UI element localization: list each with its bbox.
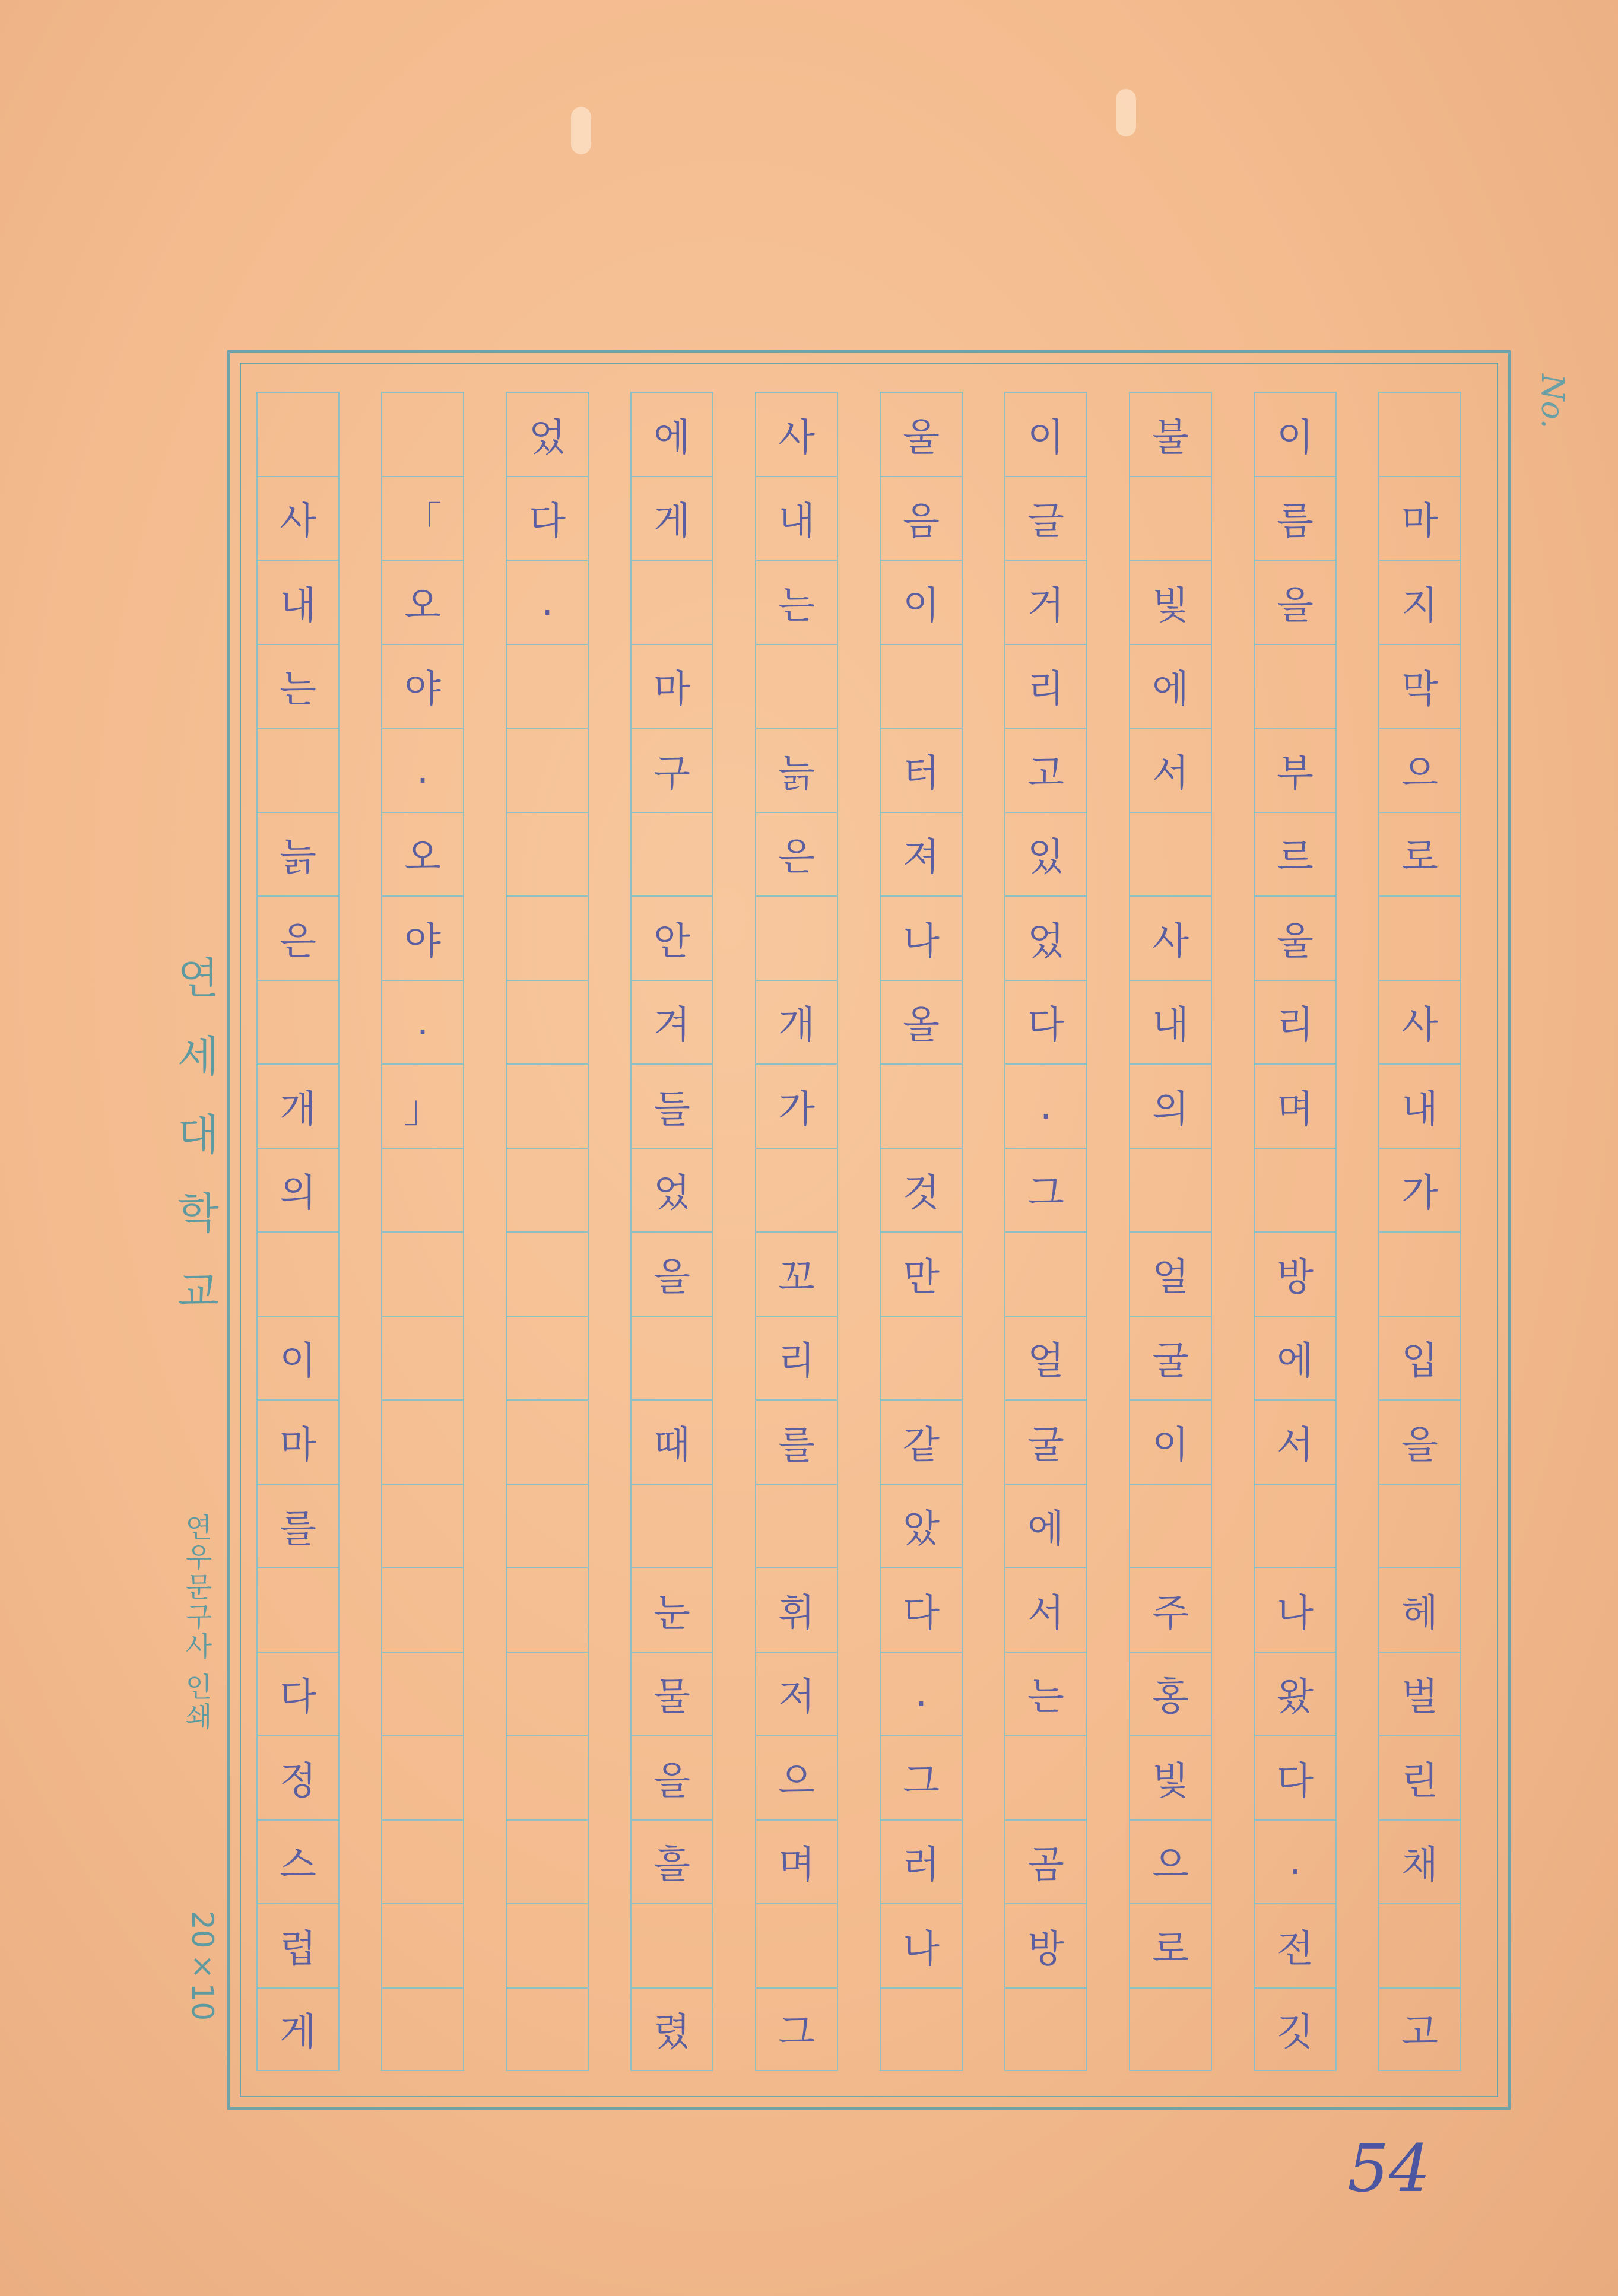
manuscript-cell (506, 1399, 589, 1484)
manuscript-column (381, 392, 464, 2071)
manuscript-cell: 었 (630, 1148, 713, 1232)
manuscript-column (755, 392, 838, 2071)
manuscript-cell: 서 (1254, 1399, 1337, 1484)
manuscript-cell: 들 (630, 1063, 713, 1148)
manuscript-cell: 르 (1254, 812, 1337, 896)
manuscript-cell (381, 1231, 464, 1316)
manuscript-cell: 굴 (1004, 1399, 1087, 1484)
manuscript-cell: 것 (880, 1148, 963, 1232)
manuscript-cell (755, 895, 838, 980)
manuscript-cell: 늙 (256, 812, 340, 896)
manuscript-cell: 글 (1004, 476, 1087, 560)
manuscript-cell: 있 (1004, 812, 1087, 896)
manuscript-cell (755, 1903, 838, 1987)
manuscript-cell: 다 (256, 1652, 340, 1736)
manuscript-cell: 거 (1004, 560, 1087, 644)
manuscript-cell: 나 (880, 1903, 963, 1987)
manuscript-cell (381, 1316, 464, 1400)
manuscript-cell (1254, 644, 1337, 728)
manuscript-cell: 내 (1129, 980, 1212, 1064)
manuscript-cell: 방 (1004, 1903, 1087, 1987)
manuscript-cell: 의 (256, 1148, 340, 1232)
manuscript-cell (630, 1484, 713, 1568)
manuscript-cell: 으 (755, 1735, 838, 1819)
manuscript-cell (506, 812, 589, 896)
manuscript-column (256, 392, 340, 2071)
manuscript-cell: 불 (1129, 392, 1212, 476)
manuscript-cell (1378, 1231, 1461, 1316)
manuscript-cell (1004, 1735, 1087, 1819)
manuscript-cell (381, 392, 464, 476)
manuscript-cell (381, 1735, 464, 1819)
manuscript-cell: 울 (880, 392, 963, 476)
manuscript-cell: 은 (755, 812, 838, 896)
manuscript-cell: 나 (880, 895, 963, 980)
manuscript-cell: 마 (1378, 476, 1461, 560)
manuscript-cell: . (381, 728, 464, 812)
manuscript-cell: 을 (630, 1735, 713, 1819)
manuscript-cell (506, 1484, 589, 1568)
university-imprint: 연세대학교 (170, 955, 220, 1347)
manuscript-cell: 게 (630, 476, 713, 560)
manuscript-cell (506, 1903, 589, 1987)
manuscript-cell (506, 1735, 589, 1819)
manuscript-column (1254, 392, 1337, 2071)
manuscript-cell: 막 (1378, 644, 1461, 728)
manuscript-column (1378, 392, 1461, 2071)
manuscript-cell: 져 (880, 812, 963, 896)
manuscript-cell (1378, 1903, 1461, 1987)
manuscript-cell: 개 (755, 980, 838, 1064)
manuscript-cell: . (381, 980, 464, 1064)
manuscript-column (880, 392, 963, 2071)
manuscript-cell: 에 (630, 392, 713, 476)
manuscript-cell: 린 (1378, 1735, 1461, 1819)
manuscript-cell: 」 (381, 1063, 464, 1148)
manuscript-cell (506, 728, 589, 812)
manuscript-cell: 에 (1004, 1484, 1087, 1568)
manuscript-cell: 야 (381, 895, 464, 980)
manuscript-cell: 서 (1129, 728, 1212, 812)
manuscript-cell: 이 (1254, 392, 1337, 476)
manuscript-cell: 고 (1378, 1987, 1461, 2072)
manuscript-cell: 사 (1129, 895, 1212, 980)
manuscript-cell: 을 (630, 1231, 713, 1316)
manuscript-cell (755, 1148, 838, 1232)
manuscript-cell: 구 (630, 728, 713, 812)
manuscript-cell (506, 1819, 589, 1904)
manuscript-cell: 채 (1378, 1819, 1461, 1904)
manuscript-cell: 그 (880, 1735, 963, 1819)
manuscript-cell: 부 (1254, 728, 1337, 812)
manuscript-cell: . (506, 560, 589, 644)
manuscript-cell (630, 812, 713, 896)
manuscript-cell: 흘 (630, 1819, 713, 1904)
manuscript-cell: 굴 (1129, 1316, 1212, 1400)
manuscript-cell: 사 (1378, 980, 1461, 1064)
manuscript-cell (506, 980, 589, 1064)
manuscript-cell: 주 (1129, 1567, 1212, 1652)
manuscript-cell: 에 (1129, 644, 1212, 728)
manuscript-cell: 오 (381, 812, 464, 896)
manuscript-cell (506, 644, 589, 728)
manuscript-cell: 사 (755, 392, 838, 476)
manuscript-cell (755, 1484, 838, 1568)
manuscript-cell: 렸 (630, 1987, 713, 2072)
manuscript-column (1129, 392, 1212, 2071)
manuscript-cell (1129, 1987, 1212, 2072)
manuscript-cell: 럽 (256, 1903, 340, 1987)
manuscript-cell: 의 (1129, 1063, 1212, 1148)
manuscript-cell: 방 (1254, 1231, 1337, 1316)
manuscript-cell: 터 (880, 728, 963, 812)
binding-hole-right (1116, 89, 1136, 136)
manuscript-cell (381, 1567, 464, 1652)
manuscript-cell (1254, 1148, 1337, 1232)
manuscript-cell (381, 1652, 464, 1736)
manuscript-cell (1378, 1484, 1461, 1568)
manuscript-cell: 같 (880, 1399, 963, 1484)
manuscript-cell: 게 (256, 1987, 340, 2072)
manuscript-cell: 올 (880, 980, 963, 1064)
manuscript-cell: 는 (755, 560, 838, 644)
manuscript-cell: 리 (755, 1316, 838, 1400)
manuscript-cell: 은 (256, 895, 340, 980)
manuscript-cell (256, 1567, 340, 1652)
manuscript-cell (506, 895, 589, 980)
page-number-field (1517, 374, 1570, 528)
manuscript-cell: 그 (1004, 1148, 1087, 1232)
manuscript-column (630, 392, 713, 2071)
manuscript-cell: 입 (1378, 1316, 1461, 1400)
manuscript-cell (755, 644, 838, 728)
manuscript-cell: 내 (256, 560, 340, 644)
manuscript-cell: . (1004, 1063, 1087, 1148)
manuscript-cell (1129, 1148, 1212, 1232)
manuscript-column (1004, 392, 1087, 2071)
manuscript-column (506, 392, 589, 2071)
manuscript-cell (506, 1652, 589, 1736)
manuscript-cell (1378, 895, 1461, 980)
manuscript-cell (1004, 1231, 1087, 1316)
manuscript-cell: 헤 (1378, 1567, 1461, 1652)
manuscript-cell (880, 1063, 963, 1148)
handwritten-folio-number: 54 (1347, 2130, 1430, 2206)
manuscript-cell: 리 (1254, 980, 1337, 1064)
manuscript-cell: 며 (755, 1819, 838, 1904)
manuscript-cell (381, 1987, 464, 2072)
manuscript-cell: 을 (1378, 1399, 1461, 1484)
manuscript-cell: 다 (1004, 980, 1087, 1064)
manuscript-cell: 가 (755, 1063, 838, 1148)
manuscript-cell: 벌 (1378, 1652, 1461, 1736)
manuscript-cell (630, 560, 713, 644)
manuscript-cell (880, 644, 963, 728)
manuscript-cell: 는 (256, 644, 340, 728)
manuscript-cell: 홍 (1129, 1652, 1212, 1736)
manuscript-cell: 곰 (1004, 1819, 1087, 1904)
manuscript-cell: 나 (1254, 1567, 1337, 1652)
manuscript-cell: 안 (630, 895, 713, 980)
manuscript-cell (506, 1316, 589, 1400)
manuscript-cell: 이 (880, 560, 963, 644)
manuscript-cell: 전 (1254, 1903, 1337, 1987)
manuscript-cell: 름 (1254, 476, 1337, 560)
manuscript-cell (880, 1316, 963, 1400)
manuscript-cell: 서 (1004, 1567, 1087, 1652)
manuscript-cell (381, 1148, 464, 1232)
manuscript-cell: 그 (755, 1987, 838, 2072)
manuscript-cell: 로 (1378, 812, 1461, 896)
manuscript-cell: 다 (880, 1567, 963, 1652)
manuscript-cell: 로 (1129, 1903, 1212, 1987)
manuscript-cell: . (880, 1652, 963, 1736)
manuscript-cell (880, 1987, 963, 2072)
manuscript-cell (256, 1231, 340, 1316)
printer-imprint: 연우문구사 인쇄 (181, 1513, 213, 1732)
manuscript-cell (1004, 1987, 1087, 2072)
manuscript-cell: 가 (1378, 1148, 1461, 1232)
manuscript-cell: 오 (381, 560, 464, 644)
manuscript-cell: 왔 (1254, 1652, 1337, 1736)
manuscript-cell (1254, 1484, 1337, 1568)
manuscript-cell: 러 (880, 1819, 963, 1904)
manuscript-cell (256, 980, 340, 1064)
manuscript-cell (1129, 1484, 1212, 1568)
manuscript-cell: 물 (630, 1652, 713, 1736)
manuscript-cell: 았 (880, 1484, 963, 1568)
manuscript-cell: 이 (1004, 392, 1087, 476)
manuscript-cell: 겨 (630, 980, 713, 1064)
manuscript-cell (630, 1316, 713, 1400)
manuscript-cell: 울 (1254, 895, 1337, 980)
manuscript-cell: 마 (630, 644, 713, 728)
manuscript-cell (256, 728, 340, 812)
manuscript-cell: 에 (1254, 1316, 1337, 1400)
manuscript-cell (1129, 476, 1212, 560)
manuscript-cell: 꼬 (755, 1231, 838, 1316)
manuscript-cell: 휘 (755, 1567, 838, 1652)
manuscript-cell (506, 1987, 589, 2072)
manuscript-cell: 얼 (1129, 1231, 1212, 1316)
manuscript-cell: 내 (755, 476, 838, 560)
manuscript-cell: 다 (1254, 1735, 1337, 1819)
manuscript-cell: 으 (1378, 728, 1461, 812)
manuscript-cell (506, 1567, 589, 1652)
manuscript-cell: 빛 (1129, 560, 1212, 644)
manuscript-cell: 을 (1254, 560, 1337, 644)
manuscript-cell (381, 1819, 464, 1904)
manuscript-cell: 음 (880, 476, 963, 560)
manuscript-cell: 다 (506, 476, 589, 560)
manuscript-cell: 이 (1129, 1399, 1212, 1484)
manuscript-cell: 내 (1378, 1063, 1461, 1148)
manuscript-cell: 이 (256, 1316, 340, 1400)
manuscript-cell: 는 (1004, 1652, 1087, 1736)
manuscript-cell (506, 1148, 589, 1232)
manuscript-cell (381, 1903, 464, 1987)
binding-hole-left (571, 107, 591, 154)
manuscript-cell: 만 (880, 1231, 963, 1316)
manuscript-cell: 으 (1129, 1819, 1212, 1904)
manuscript-cell: 사 (256, 476, 340, 560)
grid-size-label: 20×10 (185, 1911, 220, 2021)
manuscript-cell: 빛 (1129, 1735, 1212, 1819)
manuscript-cell: . (1254, 1819, 1337, 1904)
manuscript-cell (1129, 812, 1212, 896)
manuscript-cell (381, 1399, 464, 1484)
manuscript-cell (506, 1063, 589, 1148)
manuscript-cell: 었 (506, 392, 589, 476)
manuscript-cell (630, 1903, 713, 1987)
page-number-label: No. (1534, 374, 1570, 429)
manuscript-cell: 지 (1378, 560, 1461, 644)
manuscript-cell: 정 (256, 1735, 340, 1819)
manuscript-cell: 저 (755, 1652, 838, 1736)
manuscript-cell: 때 (630, 1399, 713, 1484)
manuscript-cell (256, 392, 340, 476)
manuscript-cell: 스 (256, 1819, 340, 1904)
manuscript-cell (506, 1231, 589, 1316)
manuscript-cell: 눈 (630, 1567, 713, 1652)
manuscript-cell: 고 (1004, 728, 1087, 812)
manuscript-cell: 늙 (755, 728, 838, 812)
manuscript-cell (1378, 392, 1461, 476)
manuscript-cell (381, 1484, 464, 1568)
manuscript-cell: 를 (755, 1399, 838, 1484)
manuscript-cell: 얼 (1004, 1316, 1087, 1400)
manuscript-cell: 며 (1254, 1063, 1337, 1148)
manuscript-cell: 를 (256, 1484, 340, 1568)
manuscript-cell: 리 (1004, 644, 1087, 728)
manuscript-cell: 마 (256, 1399, 340, 1484)
manuscript-cell: 「 (381, 476, 464, 560)
manuscript-cell: 야 (381, 644, 464, 728)
manuscript-cell: 개 (256, 1063, 340, 1148)
manuscript-cell: 깃 (1254, 1987, 1337, 2072)
manuscript-cell: 었 (1004, 895, 1087, 980)
